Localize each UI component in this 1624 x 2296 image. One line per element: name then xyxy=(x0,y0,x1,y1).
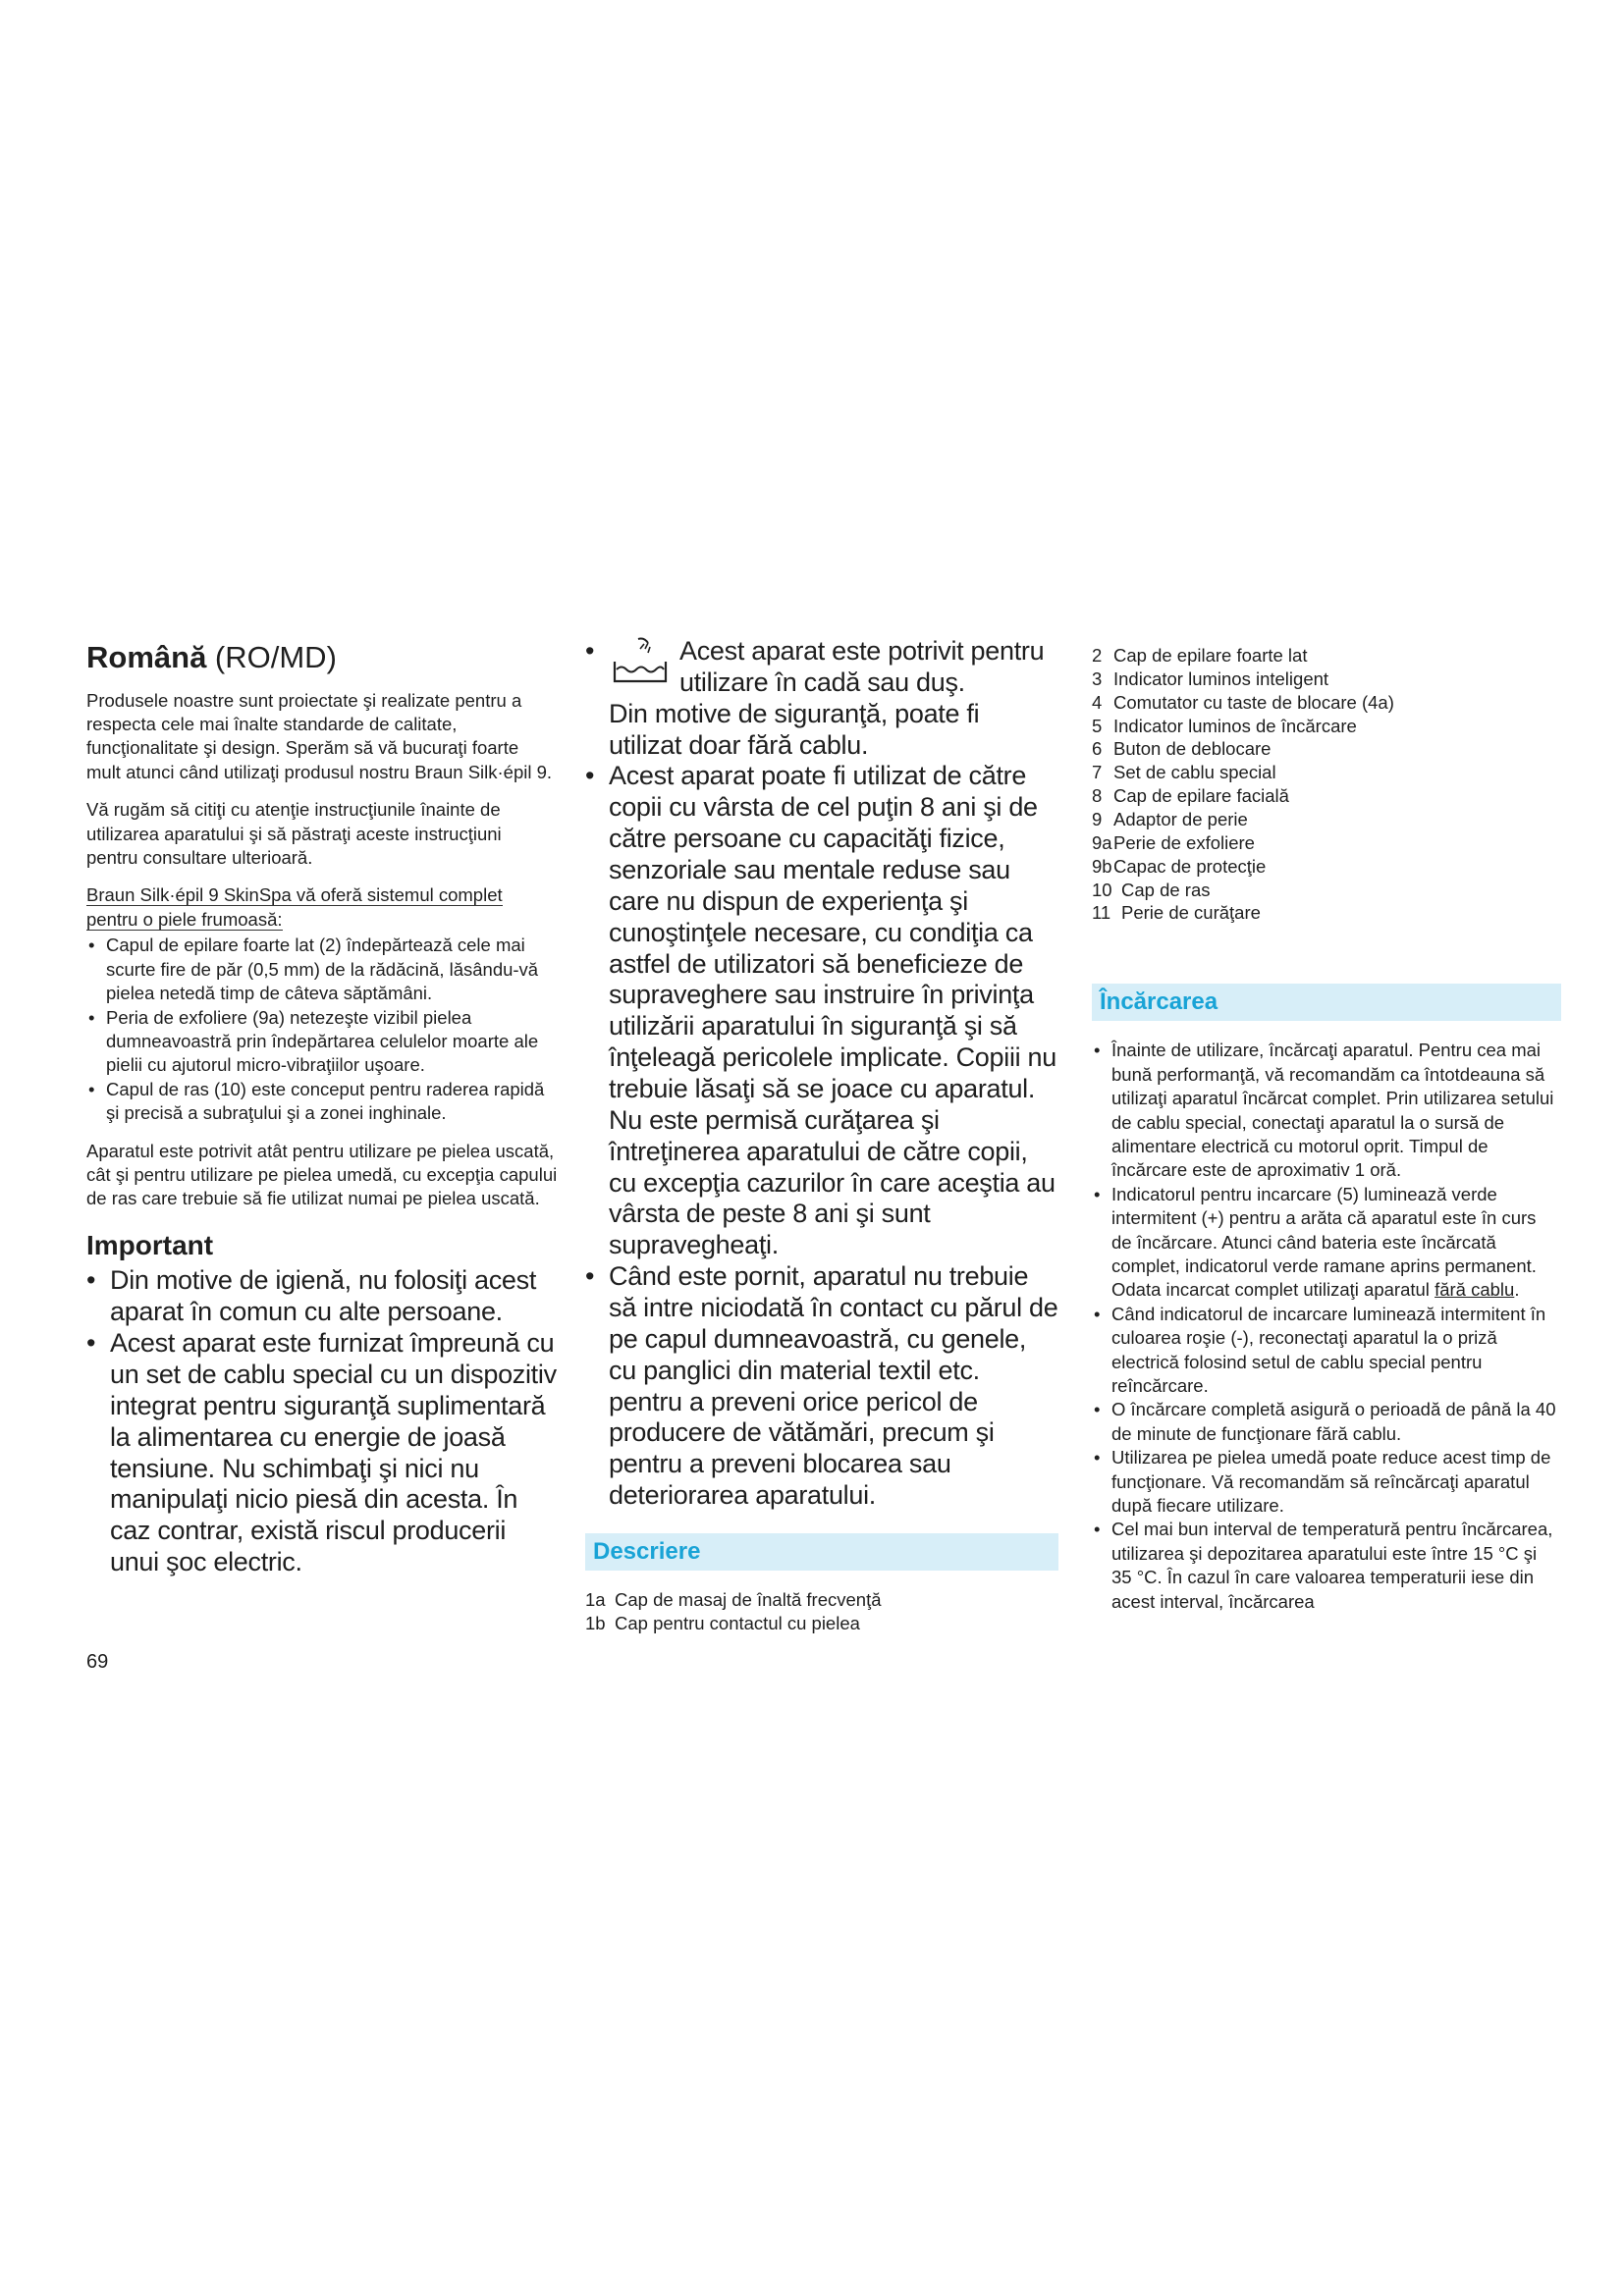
description-list xyxy=(585,1588,1058,1635)
list-item: 10 Cap de ras xyxy=(1092,879,1211,900)
cordless-underlined: fără cablu xyxy=(1435,1279,1515,1301)
list-item: • Înainte de utilizare, încărcaţi aparatul. Pentru cea mai bună performanţă, vă recomandăm ca întotdeauna să utilizaţi aparatul încărcat complet. Prin utilizarea setului de cablu special, conectaţi aparatul la o sursă de alimentare electrică cu motorul oprit. Timpul de încărcare este de aproximativ 1 oră. xyxy=(1092,1039,1561,1182)
list-item: • Când indicatorul de incarcare luminează intermitent în culoarea roşie (-), reconectaţi aparatul la o priză electrică folosind setul de cablu special pentru reîncărcare. xyxy=(1092,1303,1561,1399)
section-heading-descriere: Descriere xyxy=(585,1533,1058,1571)
list-item: • Peria de exfoliere (9a) netezeşte vizibil pielea dumneavoastră prin îndepărtarea celulelor moarte ale pielii cu ajutorul micro-vibraţiilor uşoare. xyxy=(86,1006,558,1078)
bath-rest: Din motive de siguranţă, poate fi utilizat doar fără cablu. xyxy=(609,698,980,760)
list-item: • O încărcare completă asigură o perioadă de până la 40 de minute de funcţionare fără cablu. xyxy=(1092,1398,1561,1446)
system-bullets xyxy=(86,934,558,1125)
intro-paragraph-1: Produsele noastre sunt proiectate şi realizate pentru a respecta cele mai înalte standarde de calitate, funcţionalitate şi design. Sperăm să vă bucuraţi foarte mult atunci când utilizaţi produsul nostru Braun Silk·épil 9. xyxy=(86,689,553,782)
list-item: • Capul de epilare foarte lat (2) îndepărtează cele mai scurte fire de păr (0,5 mm) de la rădăcină, lăsându-vă pielea netedă timp de câteva săptămâni. xyxy=(86,934,558,1005)
list-item: 1b Cap pentru contactul cu pielea xyxy=(585,1612,860,1633)
list-item: 9a Perie de exfoliere xyxy=(1092,831,1255,853)
list-item: 4 Comutator cu taste de blocare (4a) xyxy=(1092,691,1394,713)
system-title: Braun Silk·épil 9 SkinSpa vă oferă sistemul complet pentru o piele frumoasă: xyxy=(86,884,503,930)
list-item: 8 Cap de epilare facială xyxy=(1092,785,1289,807)
list-item: 6 Buton de deblocare xyxy=(1092,738,1272,760)
list-item: • Acest aparat este furnizat împreună cu un set de cablu special cu un dispozitiv integrat pentru siguranţă suplimentară la alimentarea cu energie de joasă tensiune. Nu schimbaţi şi nici nu manipulaţi nicio piesă din acesta. În caz contrar, există riscul producerii unui şoc electric. xyxy=(86,1328,558,1578)
description-list-continued xyxy=(1092,644,1561,925)
list-item: 3 Indicator luminos inteligent xyxy=(1092,667,1329,689)
list-item: • Cel mai bun interval de temperatură pentru încărcarea, utilizarea şi depozitarea aparatului este între 15 °C şi 35 °C. În cazul în care valoarea temperaturii iese din acest interval, încărcarea xyxy=(1092,1518,1561,1614)
list-item: • Capul de ras (10) este conceput pentru raderea rapidă şi precisă a subraţului şi a zonei inghinale. xyxy=(86,1078,558,1126)
list-item: 5 Indicator luminos de încărcare xyxy=(1092,715,1357,736)
list-item: • Indicatorul pentru incarcare (5) luminează verde intermitent (+) pentru a arăta că aparatul este în curs de încărcare. Atunci când bateria este încărcată complet, indicatorul verde ramane aprins permanent. Odata incarcat complet utilizaţi aparatul fără cablu. xyxy=(1092,1183,1561,1303)
column-right xyxy=(1092,636,1561,1628)
page-number: 69 xyxy=(86,1651,109,1673)
list-item-bath xyxy=(585,636,1058,761)
list-item: • Din motive de igienă, nu folosiţi acest aparat în comun cu alte persoane. xyxy=(86,1265,558,1328)
wet-dry-paragraph: Aparatul este potrivit atât pentru utilizare pe pielea uscată, cât şi pentru utilizare pe pielea umedă, cu excepţia capului de ras care trebuie să fie utilizat numai pe pielea uscată. xyxy=(86,1140,558,1209)
warnings-list xyxy=(585,636,1058,1512)
system-block xyxy=(86,883,558,1125)
important-bullets xyxy=(86,1265,558,1578)
title-language: Română xyxy=(86,640,207,674)
charging-bullets xyxy=(1092,1039,1561,1614)
list-item: • Utilizarea pe pielea umedă poate reduce acest timp de funcţionare. Vă recomandăm să reîncărcaţi aparatul după fiecare utilizare. xyxy=(1092,1446,1561,1518)
list-item: • Acest aparat poate fi utilizat de către copii cu vârsta de cel puţin 8 ani şi de către persoane cu capacităţi fizice, senzoriale sau mentale reduse sau care nu dispun de experienţa şi cunoştinţele necesare, cu condiţia ca astfel de utilizatori să beneficieze de supraveghere sau instruire în privinţa utilizării aparatului în siguranţă şi să înţeleagă pericolele implicate. Copiii nu trebuie lăsaţi să se joace cu aparatul. Nu este permisă curăţarea şi întreţinerea aparatului de către copii, cu excepţia cazurilor în care aceştia au vârsta de peste 8 ani şi sunt supravegheaţi. xyxy=(585,761,1058,1261)
section-heading-incarcarea: Încărcarea xyxy=(1092,984,1561,1021)
important-heading: Important xyxy=(86,1229,214,1260)
list-item: 1a Cap de masaj de înaltă frecvenţă xyxy=(585,1589,882,1611)
list-item: 9 Adaptor de perie xyxy=(1092,809,1248,830)
bath-shower-icon xyxy=(609,636,672,685)
bath-line-1: • Acest aparat este potrivit pentru xyxy=(679,636,1045,666)
list-item: 11 Perie de curăţare xyxy=(1092,902,1261,924)
bath-line-2: utilizare în cadă sau duş. xyxy=(679,667,965,697)
page-title xyxy=(86,640,558,675)
list-item: 9b Capac de protecţie xyxy=(1092,855,1267,877)
intro-paragraph-2: Vă rugăm să citiţi cu atenţie instrucţiunile înainte de utilizarea aparatului şi să păstraţi aceste instrucţiuni pentru consultare ulterioară. xyxy=(86,799,502,869)
list-item: 7 Set de cablu special xyxy=(1092,762,1276,783)
title-region: (RO/MD) xyxy=(206,640,337,674)
column-middle xyxy=(585,636,1058,1635)
list-item: • Când este pornit, aparatul nu trebuie să intre niciodată în contact cu părul de pe capul dumneavoastră, cu genele, cu panglici din material textil etc. pentru a preveni orice pericol de producere de vătămări, precum şi pentru a preveni blocarea sau deteriorarea aparatului. xyxy=(585,1261,1058,1512)
column-left xyxy=(86,636,558,1578)
list-item: 2 Cap de epilare foarte lat xyxy=(1092,645,1308,666)
